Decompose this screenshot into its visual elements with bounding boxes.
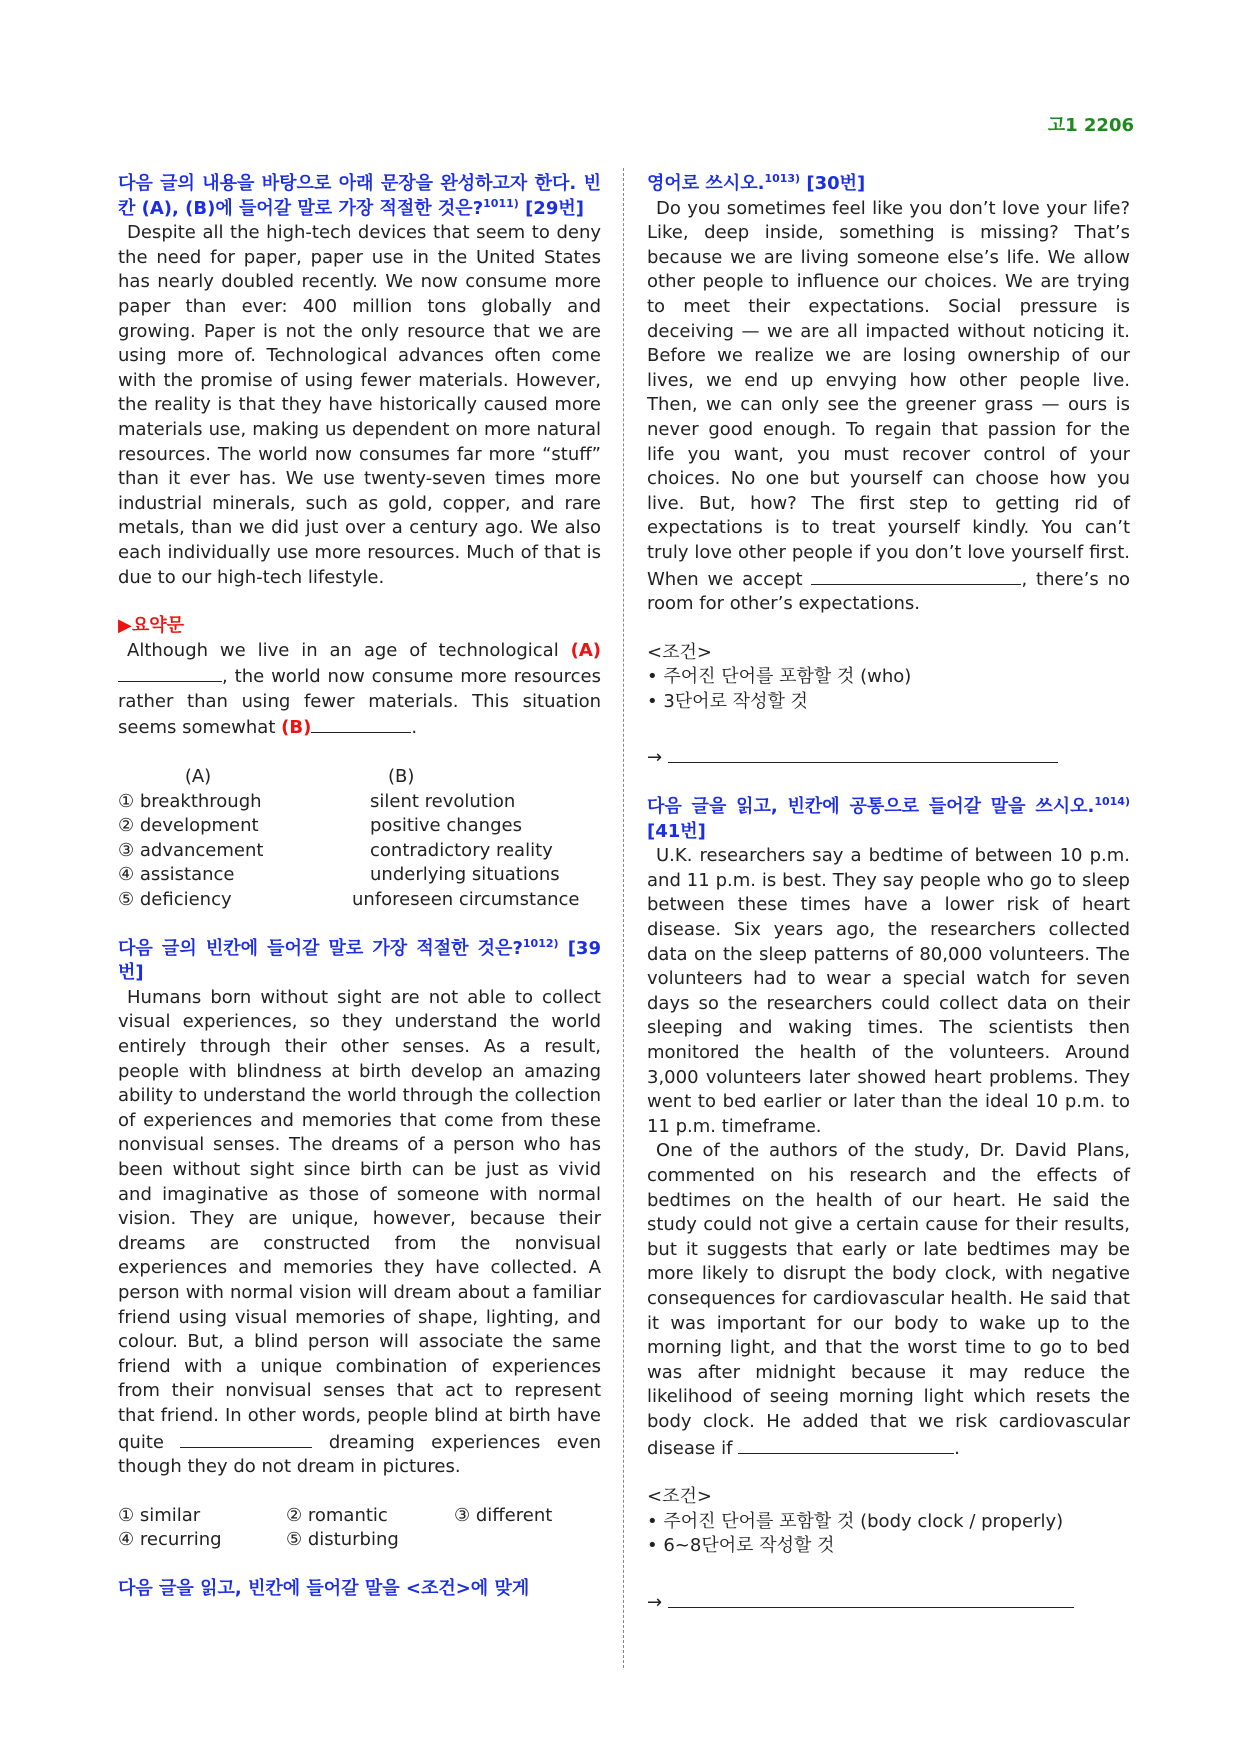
choice-4-b[interactable]: underlying situations <box>370 864 560 886</box>
choice-2-b[interactable]: positive changes <box>370 815 522 837</box>
passage-paragraph-2: One of the authors of the study, Dr. David Plans, commented on his research and the effects of bedtimes on the health of our heart. He said the study could not give a certain cause for their results, but it suggests that early or late bedtimes may be more likely to disrupt the body clock, with negative consequences for cardiovascular health. He said that it was important for our body to wake up to the morning light, and that the worst time to go to bed was after midnight because it may reduce the likelihood of seeing morning light which resets the body clock. He added that we risk cardiovascular disease if . <box>647 1140 1130 1459</box>
choice-3[interactable]: ③ different <box>454 1504 553 1526</box>
condition-1: • 주어진 단어를 포함할 것 (body clock / properly) <box>647 1510 1064 1532</box>
question-30 <box>647 172 1130 771</box>
choice-5-a[interactable]: ⑤ deficiency <box>118 889 232 911</box>
col-header-b: (B) <box>388 766 415 788</box>
choice-1[interactable]: ① similar <box>118 1504 201 1526</box>
summary-label: ▶요약문 <box>118 615 185 637</box>
choice-3-b[interactable]: contradictory reality <box>370 839 553 861</box>
question-41 <box>647 795 1130 1615</box>
passage: Despite all the high-tech devices that seem to deny the need for paper, paper use in the United States has nearly doubled recently. We now consume more paper than ever: 400 million tons globally and growing. Paper is not the only resource that we are using more of. Technological advances often come with the promise of using fewer materials. However, the reality is that they have historically caused more materials use, making us dependent on more natural resources. The world now consumes far more “stuff” than it ever has. We use twenty-seven times more industrial minerals, such as gold, copper, and rare metals, than we did just over a century ago. We also each individually use more resources. Much of that is due to our high-tech lifestyle. <box>118 222 601 588</box>
choice-2[interactable]: ② romantic <box>286 1504 388 1526</box>
passage: Do you sometimes feel like you don’t love your life? Like, deep inside, something is missing? That’s because we are living someone else’s life. We allow other people to influence our choices. We are trying to meet their expectations. Social pressure is deceiving — we are all impacted without noticing it. Before we realize we are losing ownership of our lives, we end up envying how other people live. Then, we can only see the greener grass — ours is never good enough. To regain that passion for the life you want, you must recover control of your choices. No one but yourself can choose how you live. But, how? The first step to getting rid of expectations is to treat yourself kindly. You can’t truly love other people if you don’t love yourself first. When we accept , there’s no room for other’s expectations. <box>647 197 1130 615</box>
question-title: 다음 글의 내용을 바탕으로 아래 문장을 완성하고자 한다. 빈칸 (A), (B)에 들어갈 말로 가장 적절한 것은?$^{1011)}$ [29번] <box>118 173 601 219</box>
question-title: 영어로 쓰시오.$^{1013)}$ [30번] <box>647 172 866 194</box>
condition-2: • 6~8단어로 작성할 것 <box>647 1535 835 1557</box>
page-code: 고1 2206 <box>1047 115 1134 136</box>
question-30-title-start: 다음 글을 읽고, 빈칸에 들어갈 말을 <조건>에 맞게 <box>118 1577 530 1599</box>
answer-choices <box>118 1504 601 1553</box>
answer-choices <box>118 765 601 913</box>
choice-4-a[interactable]: ④ assistance <box>118 864 235 886</box>
condition-label: <조건> <box>647 641 712 663</box>
passage: Humans born without sight are not able to collect visual experiences, so they understand the world entirely through their other senses. As a result, people with blindness at birth develop an amazing ability to understand the world through the collection of experiences and memories that come from these nonvisual senses. The dreams of a person who has been without sight since birth can be just as vivid and imaginative as those of someone with normal vision. They are unique, however, because their dreams are constructed from the nonvisual experiences and memories they have collected. A person with normal vision will dream about a familiar friend using visual memories of shape, lighting, and colour. But, a blind person will associate the same friend with a unique combination of experiences from their nonvisual senses that act to represent that friend. In other words, people blind at birth have quite dreaming experiences even though they do not dream in pictures. <box>118 986 601 1478</box>
choice-2-a[interactable]: ② development <box>118 815 259 837</box>
col-header-a: (A) <box>184 766 212 788</box>
choice-4[interactable]: ④ recurring <box>118 1529 222 1551</box>
choice-1-a[interactable]: ① breakthrough <box>118 790 262 812</box>
choice-1-b[interactable]: silent revolution <box>370 790 516 812</box>
question-39 <box>118 937 601 1553</box>
question-title: 다음 글을 읽고, 빈칸에 공통으로 들어갈 말을 쓰시오.$^{1014)}$ [41번] <box>647 795 1130 842</box>
choice-5[interactable]: ⑤ disturbing <box>286 1529 399 1551</box>
passage-paragraph-1: U.K. researchers say a bedtime of between 10 p.m. and 11 p.m. is best. They say people who go to sleep between these times have a lower risk of heart disease. Six years ago, the researchers collected data on the sleep patterns of 80,000 volunteers. The volunteers had to wear a special watch for seven days so the researchers could collect data on their sleeping and waking times. The scientists then monitored the health of the volunteers. Around 3,000 volunteers later showed heart problems. They went to bed earlier or later than the ideal 10 p.m. to 11 p.m. timeframe. <box>647 845 1130 1137</box>
column-divider <box>623 168 624 1668</box>
answer-line[interactable]: → <box>647 744 1130 771</box>
condition-1: • 주어진 단어를 포함할 것 (who) <box>647 666 912 688</box>
condition-2: • 3단어로 작성할 것 <box>647 690 808 712</box>
choice-3-a[interactable]: ③ advancement <box>118 839 264 861</box>
condition-label: <조건> <box>647 1486 712 1508</box>
answer-line[interactable]: → <box>647 1589 1130 1616</box>
summary-sentence: Although we live in an age of technological (A), the world now consume more resources rather than using fewer materials. This situation seems somewhat (B) . <box>118 639 601 739</box>
right-column <box>647 172 1130 1615</box>
left-column <box>118 172 601 1601</box>
question-title: 다음 글의 빈칸에 들어갈 말로 가장 적절한 것은?$^{1012)}$ [39번] <box>118 936 601 984</box>
choice-5-b[interactable]: unforeseen circumstance <box>352 889 580 911</box>
question-29 <box>118 172 601 913</box>
